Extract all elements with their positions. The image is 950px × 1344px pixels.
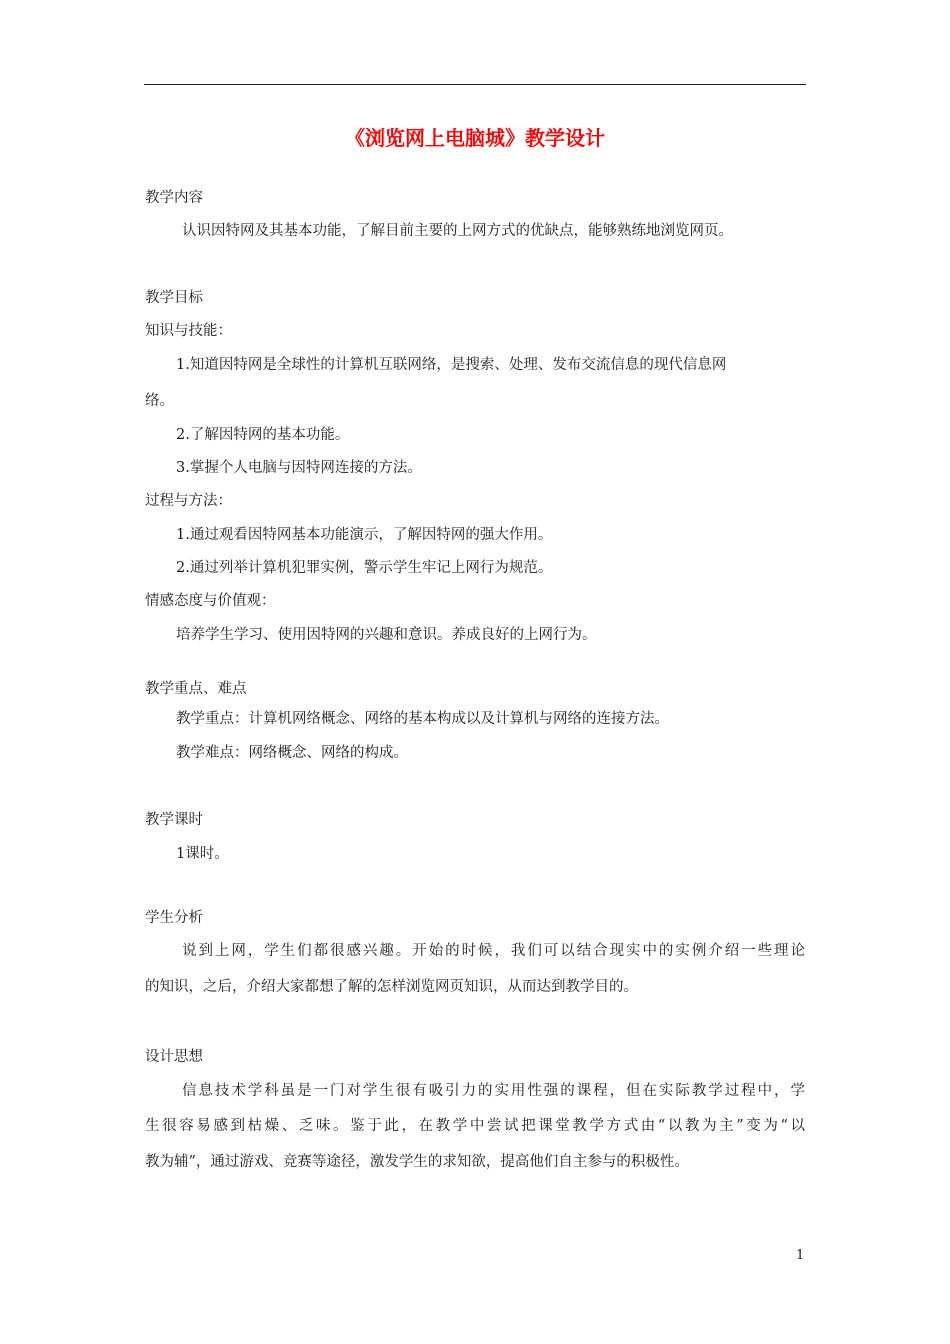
section-heading-hours: 教学课时 — [145, 812, 203, 828]
content-text: 认识因特网及其基本功能，了解目前主要的上网方式的优缺点，能够熟练地浏览网页。 — [182, 223, 733, 239]
section-heading-keypoints: 教学重点、难点 — [145, 681, 247, 697]
goals-process-item: 1.通过观看因特网基本功能演示，了解因特网的强大作用。 — [176, 527, 553, 543]
section-heading-content: 教学内容 — [145, 190, 203, 206]
students-text-line: 的知识，之后，介绍大家都想了解的怎样浏览网页知识，从而达到教学目的。 — [145, 979, 638, 995]
goals-knowledge-item: 2.了解因特网的基本功能。 — [176, 427, 350, 443]
goals-knowledge-label: 知识与技能： — [145, 323, 232, 339]
section-heading-design: 设计思想 — [145, 1049, 203, 1065]
goals-knowledge-item: 3.掌握个人电脑与因特网连接的方法。 — [176, 460, 422, 476]
section-heading-students: 学生分析 — [145, 910, 203, 926]
goals-emotion-label: 情感态度与价值观： — [145, 593, 276, 609]
goals-knowledge-item: 1.知道因特网是全球性的计算机互联网络，是搜索、处理、发布交流信息的现代信息网 — [176, 357, 727, 373]
page-number: 1 — [796, 1248, 805, 1263]
keypoints-focus: 教学重点：计算机网络概念、网络的基本构成以及计算机与网络的连接方法。 — [176, 711, 669, 727]
design-text-line: 生很容易感到枯燥、乏味。鉴于此，在教学中尝试把课堂教学方式由“以教为主”变为“以 — [145, 1118, 805, 1134]
document-title: 《浏览网上电脑城》教学设计 — [345, 126, 605, 150]
design-text-line: 教为辅”，通过游戏、竞赛等途径，激发学生的求知欲，提高他们自主参与的积极性。 — [145, 1154, 689, 1170]
goals-process-item: 2.通过列举计算机犯罪实例，警示学生牢记上网行为规范。 — [176, 560, 553, 576]
goals-knowledge-item: 络。 — [145, 393, 174, 409]
header-rule — [144, 84, 806, 85]
hours-text: 1课时。 — [176, 846, 229, 862]
students-text-line: 说到上网，学生们都很感兴趣。开始的时候，我们可以结合现实中的实例介绍一些理论 — [182, 943, 805, 959]
keypoints-difficulty: 教学难点：网络概念、网络的构成。 — [176, 745, 408, 761]
goals-emotion-text: 培养学生学习、使用因特网的兴趣和意识。养成良好的上网行为。 — [176, 627, 597, 643]
design-text-line: 信息技术学科虽是一门对学生很有吸引力的实用性强的课程，但在实际教学过程中，学 — [182, 1083, 805, 1099]
section-heading-goals: 教学目标 — [145, 290, 203, 306]
goals-process-label: 过程与方法： — [145, 493, 232, 509]
